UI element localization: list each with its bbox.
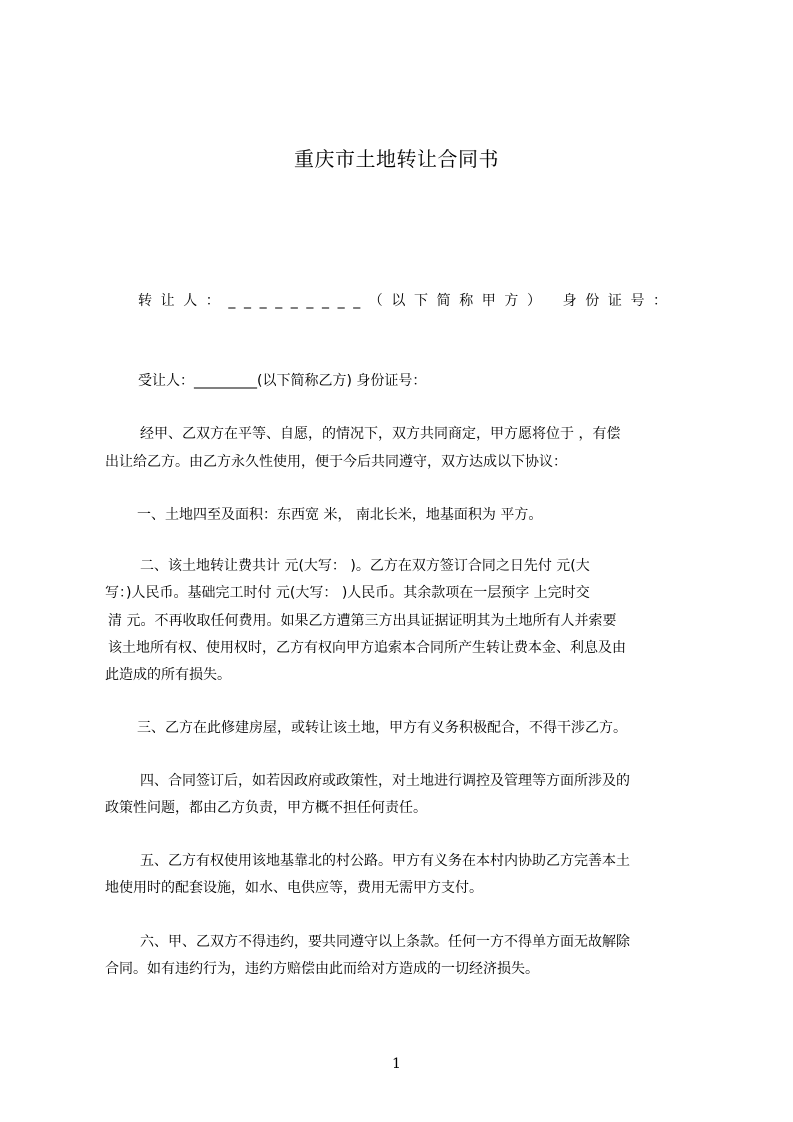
clause-3-line-1: 三、乙方在此修建房屋，或转让该土地，甲方有义务积极配合，不得干涉乙方。	[137, 720, 627, 736]
transferee-line: 受让人：_________(以下简称乙方) 身份证号：	[138, 373, 427, 389]
page-number: 1	[392, 1056, 401, 1072]
transferor-line: 转让人：_________（以下简称甲方） 身份证号：	[138, 293, 676, 309]
clause-2-line-5: 此造成的所有损失。	[105, 667, 231, 683]
clause-6-line-1: 六、甲、乙双方不得违约，要共同遵守以上条款。任何一方不得单方面无故解除	[140, 934, 630, 950]
clause-4-line-2: 政策性问题，都由乙方负责，甲方概不担任何责任。	[105, 800, 427, 816]
clause-2-line-1: 二、该土地转让费共计 元(大写： )。乙方在双方签订合同之日先付 元(大	[140, 558, 590, 574]
document-title: 重庆市土地转让合同书	[294, 147, 499, 171]
clause-4-line-1: 四、合同签订后，如若因政府或政策性，对土地进行调控及管理等方面所涉及的	[140, 773, 630, 789]
clause-6-line-2: 合同。如有违约行为，违约方赔偿由此而给对方造成的一切经济损失。	[105, 961, 539, 977]
clause-2-line-4: 该土地所有权、使用权时，乙方有权向甲方追索本合同所产生转让费本金、利息及由	[108, 640, 626, 656]
preamble-line-2: 出让给乙方。由乙方永久性使用，便于今后共同遵守，双方达成以下协议：	[105, 454, 567, 470]
preamble-line-1: 经甲、乙双方在平等、自愿，的情况下，双方共同商定，甲方愿将位于 ，有偿	[140, 426, 621, 442]
clause-5-line-1: 五、乙方有权使用该地基靠北的村公路。甲方有义务在本村内协助乙方完善本土	[140, 853, 630, 869]
clause-2-line-2: 写：)人民币。基础完工时付 元(大写： )人民币。其余款项在一层预字 上完时交	[105, 585, 590, 601]
clause-1-line-1: 一、土地四至及面积：东西宽 米， 南北长米，地基面积为 平方。	[137, 507, 543, 523]
clause-2-line-3: 清 元。不再收取任何费用。如果乙方遭第三方出具证据证明其为土地所有人并索要	[108, 613, 617, 629]
clause-5-line-2: 地使用时的配套设施，如水、电供应等，费用无需甲方支付。	[105, 880, 483, 896]
